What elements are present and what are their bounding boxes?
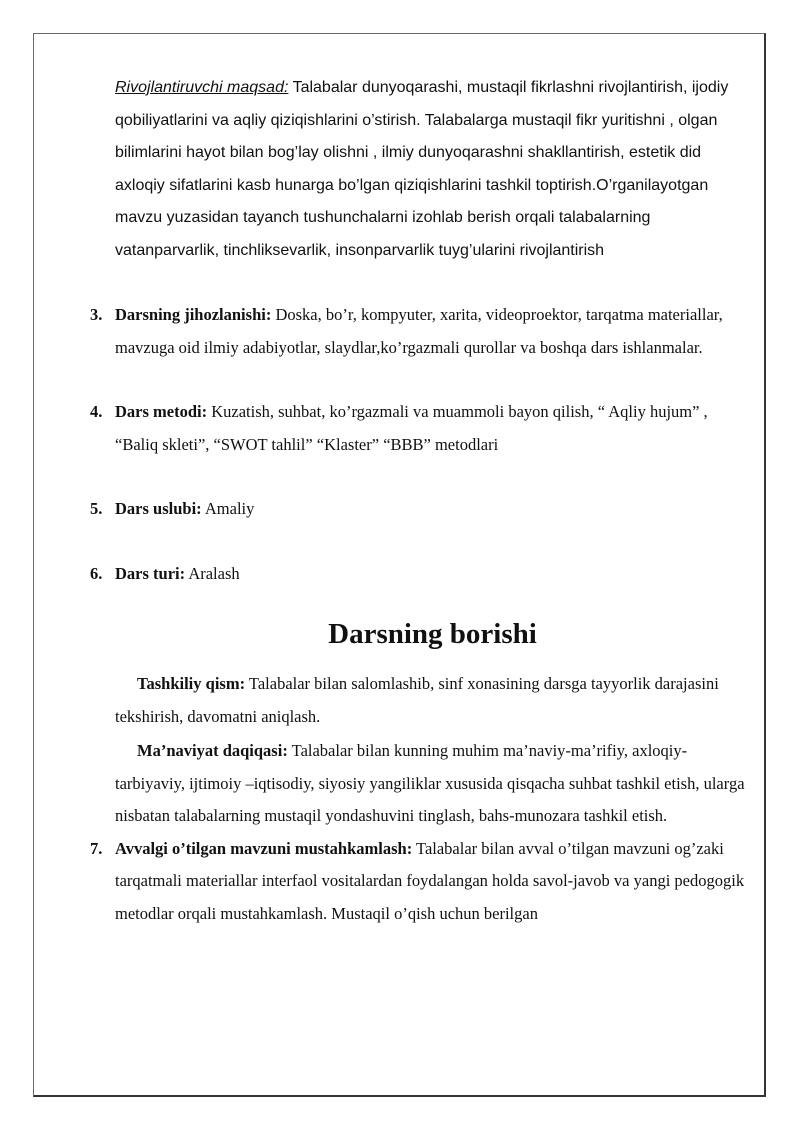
section-heading: Darsning borishi: [328, 618, 537, 650]
organizational-paragraph: [90, 668, 750, 733]
list-item-type: [90, 558, 750, 591]
spiritual-label: Ma’naviyat daqiqasi:: [137, 741, 288, 760]
equipment-text: Doska, bo’r, kompyuter, xarita, videoproektor, tarqatma materiallar, mavzuga oid ilmiy adabiyotlar, slaydlar,ko’rgazmali qurollar va boshqa dars ishlanmalar.: [115, 305, 723, 357]
list-item-equipment: [90, 299, 750, 364]
document-body: [90, 72, 750, 930]
list-number: 5.: [90, 499, 103, 518]
organizational-label: Tashkiliy qism:: [137, 674, 246, 693]
style-text: Amaliy: [201, 499, 255, 518]
goal-text: Talabalar dunyoqarashi, mustaqil fikrlashni rivojlantirish, ijodiy qobiliyatlarini va aqliy qiziqishlarini o’stirish. Talabalarga mustaqil fikr yuritishni , olgan bilimlarini hayot bilan bog’lay olishni , ilmiy dunyoqarashni shakllantirish, estetik did axloqiy sifatlarini kasb hunarga bo’lgan qiziqishlarini tashkil toptirish.O’rganilayotgan mavzu yuzasidan tayanch tushunchalarni izohlab berish orqali talabalarning vatanparvarlik, tinchliksevarlik, insonparvarlik tuyg’ularini rivojlantirish: [115, 79, 729, 259]
list-item-style: [90, 493, 750, 526]
review-text: Talabalar bilan avval o’tilgan mavzuni og’zaki tarqatmali materiallar interfaol vositalardan foydalangan holda savol-javob va yangi pedogogik metodlar orqali mustahkamlash. Mustaqil o’qish uchun berilgan: [115, 838, 745, 923]
goal-label: Rivojlantiruvchi maqsad:: [115, 79, 289, 96]
organizational-text: Talabalar bilan salomlashib, sinf xonasining darsga tayyorlik darajasini tekshirish, davomatni aniqlash.: [115, 674, 719, 726]
type-label: Dars turi:: [115, 563, 186, 583]
review-label: Avvalgi o’tilgan mavzuni mustahkamlash:: [115, 838, 413, 858]
list-number: 6.: [90, 563, 103, 583]
list-number: 7.: [90, 838, 103, 858]
type-text: Aralash: [185, 563, 240, 583]
method-text: Kuzatish, suhbat, ko’rgazmali va muammoli bayon qilish, “ Aqliy hujum” , “Baliq skleti”, “SWOT tahlil” “Klaster” “BBB” metodlari: [115, 402, 708, 454]
list-number: 4.: [90, 402, 103, 421]
method-label: Dars metodi:: [115, 402, 208, 421]
list-item-review: [90, 833, 750, 931]
spiritual-paragraph: [90, 735, 750, 833]
list-item-method: [90, 396, 750, 461]
list-number: 3.: [90, 305, 103, 324]
goal-paragraph: [90, 72, 750, 267]
style-label: Dars uslubi:: [115, 499, 202, 518]
spiritual-text: Talabalar bilan kunning muhim ma’naviy-ma’rifiy, axloqiy-tarbiyaviy, ijtimoiy –iqtisodiy, siyosiy yangiliklar xususida qisqacha suhbat tashkil etish, ularga nisbatan talabalarning mustaqil yondashuvini tinglash, bahs-munozara tashkil etish.: [115, 741, 745, 825]
equipment-label: Darsning jihozlanishi:: [115, 305, 272, 324]
